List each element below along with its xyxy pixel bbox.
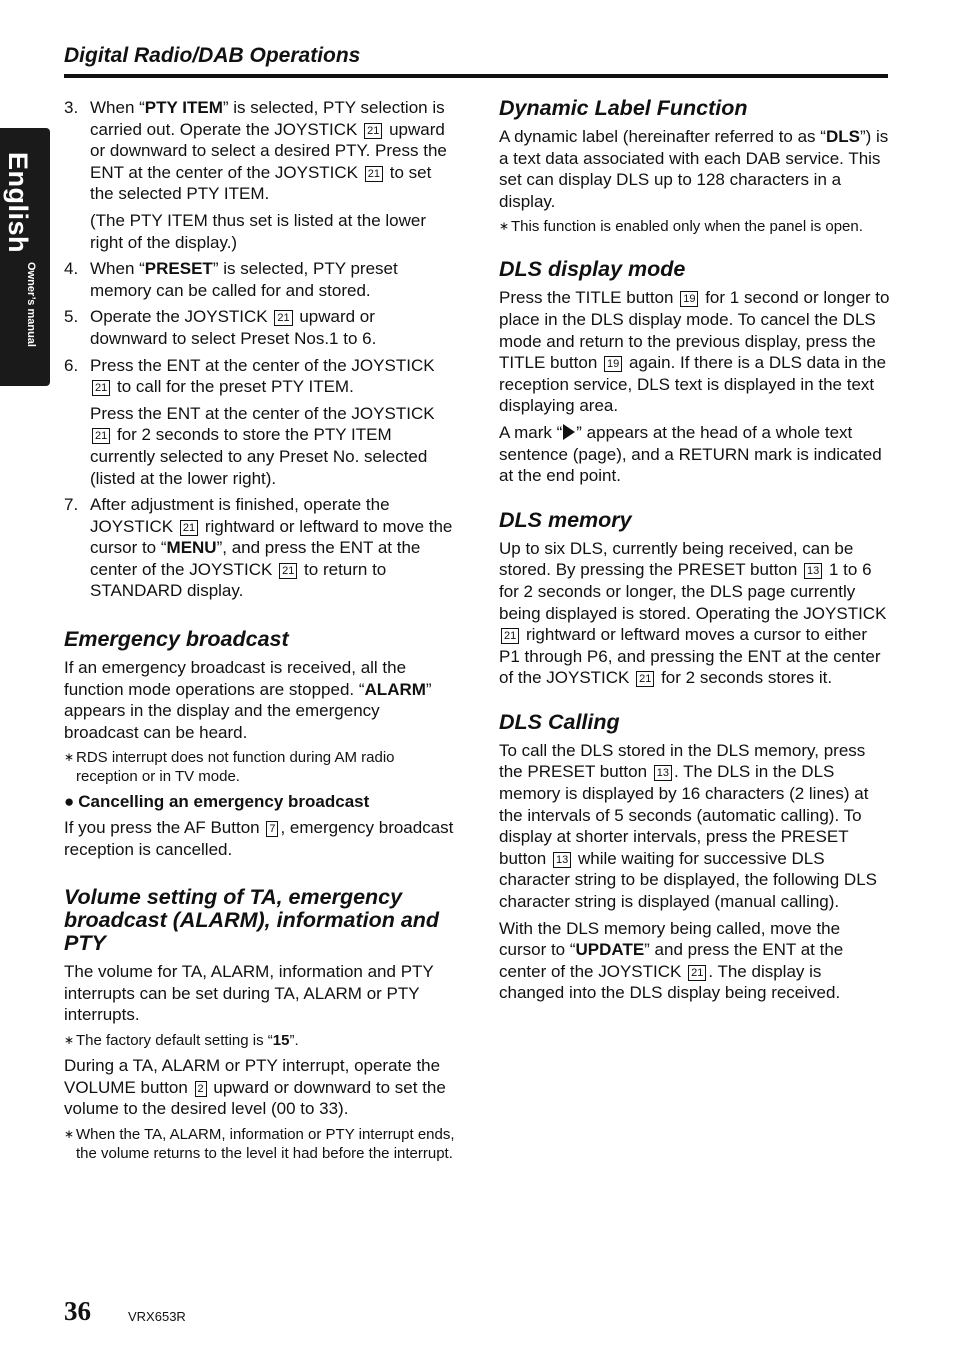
dls-display-mode-text: Press the TITLE button 19 for 1 second or longer to place in the DLS display mode. To cancel the DLS mode and return to the previous display, press the TITLE button 19 again. If there is a DLS data in the reception service, DLS text is displayed in the text displaying area.: [499, 288, 890, 416]
section-header: Digital Radio/DAB Operations: [64, 44, 361, 67]
side-tab-manual: Owner’s manual: [25, 262, 37, 347]
step-5-text: Operate the JOYSTICK 21 upward or downward to select Preset Nos.1 to 6.: [90, 307, 377, 348]
volume-return-note: ∗ When the TA, ALARM, information or PTY interrupt ends, the volume returns to the level it had before the interrupt.: [64, 1125, 455, 1162]
joystick-ref: 21: [92, 380, 110, 396]
step-4: 4. When “PRESET” is selected, PTY preset memory can be called for and stored.: [64, 258, 456, 301]
emergency-note: ∗ RDS interrupt does not function during AM radio reception or in TV mode.: [64, 749, 395, 786]
volume-setting-text: The volume for TA, ALARM, information and PTY interrupts can be set during TA, ALARM or PTY interrupts.: [64, 962, 434, 1025]
step-7-text: After adjustment is finished, operate the JOYSTICK 21 rightward or leftward to move the cursor to “MENU”, and press the ENT at the center of the JOYSTICK 21 to return to STANDARD display.: [90, 495, 453, 601]
joystick-ref: 21: [688, 965, 706, 981]
joystick-ref: 21: [274, 310, 292, 326]
step-list: [64, 97, 456, 602]
dynamic-label-heading: Dynamic Label Function: [499, 96, 748, 120]
af-button-ref: 7: [266, 821, 278, 837]
preset-button-ref: 13: [654, 765, 672, 781]
cancel-emergency-text: If you press the AF Button 7 , emergency broadcast reception is cancelled.: [64, 818, 454, 859]
emergency-broadcast-heading: Emergency broadcast: [64, 627, 289, 652]
preset-button-ref: 13: [804, 563, 822, 579]
step-7: 7. After adjustment is finished, operate the JOYSTICK 21 rightward or leftward to move the cursor to “MENU”, and press the ENT at the center of the JOYSTICK 21 to return to STANDARD display.: [64, 494, 456, 602]
arrow-icon: [563, 424, 575, 440]
asterisk-icon: ∗: [64, 1033, 75, 1047]
preset-button-ref: 13: [553, 852, 571, 868]
dls-display-mode-heading: DLS display mode: [499, 257, 686, 282]
page-number: 36: [64, 1296, 91, 1326]
cancel-emergency-subheading: ● Cancelling an emergency broadcast: [64, 792, 370, 812]
title-button-ref: 19: [604, 356, 622, 372]
side-tab-language: English: [3, 152, 33, 254]
model-number: VRX653R: [128, 1309, 186, 1324]
joystick-ref: 21: [636, 671, 654, 687]
joystick-ref: 21: [364, 123, 382, 139]
dynamic-label-note: ∗ This function is enabled only when the panel is open.: [499, 218, 863, 236]
asterisk-icon: ∗: [64, 750, 75, 765]
right-column: [499, 97, 891, 1009]
title-button-ref: 19: [680, 291, 698, 307]
asterisk-icon: ∗: [64, 1126, 75, 1141]
emergency-broadcast-text: If an emergency broadcast is received, all the function mode operations are stopped. “ALARM” appears in the display and the emergency broadcast can be heard.: [64, 658, 432, 742]
dynamic-label-text: A dynamic label (hereinafter referred to as “DLS”) is a text data associated with each DAB service. This set can display DLS up to 128 characters in a display.: [499, 127, 889, 211]
step-6: 6. Press the ENT at the center of the JOYSTICK 21 to call for the preset PTY ITEM. Press the ENT at the center of the JOYSTICK 21 for 2 seconds to store the PTY ITEM currently selected to any Preset No. selected (listed at the lower right).: [64, 355, 456, 490]
left-column: [64, 97, 456, 1168]
dls-mark-text: A mark “ ” appears at the head of a whole text sentence (page), and a RETURN mark is indicated at the end point.: [499, 422, 882, 486]
header-rule: [64, 74, 888, 78]
dls-calling-heading: DLS Calling: [499, 709, 620, 734]
volume-operate-text: During a TA, ALARM or PTY interrupt, operate the VOLUME button 2 upward or downward to set the volume to the desired level (00 to 33).: [64, 1056, 446, 1119]
dls-memory-heading: DLS memory: [499, 507, 632, 532]
step-3-note: (The PTY ITEM thus set is listed at the lower right of the display.): [90, 210, 427, 252]
bullet-icon: ●: [64, 792, 75, 812]
step-5: 5. Operate the JOYSTICK 21 upward or downward to select Preset Nos.1 to 6.: [64, 306, 456, 349]
dls-update-text: With the DLS memory being called, move the cursor to “UPDATE” and press the ENT at the center of the JOYSTICK 21 . The display is changed into the DLS display being received.: [499, 918, 844, 1003]
step-6-text: Press the ENT at the center of the JOYSTICK 21 to call for the preset PTY ITEM.: [90, 355, 435, 397]
joystick-ref: 21: [92, 428, 110, 444]
dls-memory-text: Up to six DLS, currently being received, can be stored. By pressing the PRESET button 13 1 to 6 for 2 seconds or longer, the DLS page currently being displayed is stored. Operating the JOYSTICK 21 rightward or leftward moves a cursor to either P1 through P6, and pressing the ENT at the center of the JOYSTICK 21 for 2 seconds stores it.: [499, 538, 887, 688]
volume-button-ref: 2: [195, 1081, 207, 1097]
step-6-continued: Press the ENT at the center of the JOYSTICK 21 for 2 seconds to store the PTY ITEM currently selected to any Preset No. selected (listed at the lower right).: [90, 403, 435, 488]
step-3: 3. When “PTY ITEM” is selected, PTY selection is carried out. Operate the JOYSTICK 21 upward or downward to select a desired PTY. Press the ENT at the center of the JOYSTICK 21 to set the selected PTY ITEM. (The PTY ITEM thus set is listed at the lower right of the display.): [64, 97, 456, 253]
step-3-text: When “PTY ITEM” is selected, PTY selection is carried out. Operate the JOYSTICK 21 upward or downward to select a desired PTY. Press the ENT at the center of the JOYSTICK 21 to set the selected PTY ITEM.: [90, 98, 447, 204]
dls-calling-text: To call the DLS stored in the DLS memory, press the PRESET button 13 . The DLS in the DLS memory is displayed by 16 characters (2 lines) at the intervals of 5 seconds (automatic calling). To display at shorter intervals, press the PRESET button 13 while waiting for successive DLS character string to be displayed, the following DLS character string is displayed (manual calling).: [499, 740, 877, 912]
joystick-ref: 21: [180, 520, 198, 536]
step-4-text: When “PRESET” is selected, PTY preset memory can be called for and stored.: [90, 259, 398, 300]
joystick-ref: 21: [279, 563, 297, 579]
joystick-ref: 21: [501, 628, 519, 644]
volume-default-note: ∗ The factory default setting is “15”.: [64, 1032, 299, 1049]
joystick-ref: 21: [365, 166, 383, 182]
asterisk-icon: ∗: [499, 219, 510, 234]
volume-setting-heading: Volume setting of TA, emergency broadcast (ALARM), information and PTY: [64, 885, 440, 956]
